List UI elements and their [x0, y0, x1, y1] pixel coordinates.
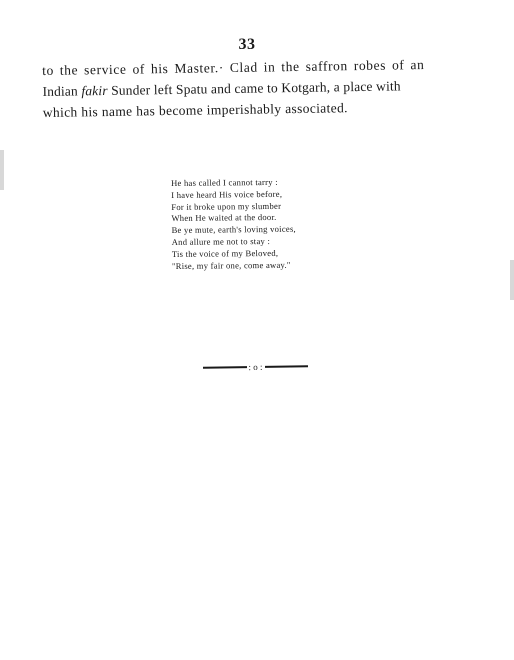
poem-line: And allure me not to stay :: [171, 235, 271, 247]
page-edge-shadow: [510, 260, 514, 300]
page-edge-shadow: [0, 150, 4, 190]
poem-stanza: [171, 177, 296, 273]
divider-rule-left: [203, 366, 247, 368]
poem-line: "Rise, my fair one, come away.": [171, 259, 291, 271]
page-number: 33: [238, 36, 256, 53]
poem-line: When He waited at the door.: [171, 212, 277, 224]
divider-ornament: : o :: [248, 361, 263, 373]
prose-text: Indian: [42, 83, 82, 99]
poem-line: For it broke upon my slumber: [171, 200, 282, 212]
prose-paragraph: [42, 54, 453, 123]
poem-line: Tis the voice of my Beloved,: [171, 247, 279, 259]
prose-line: to the service of his Master.· Clad in the saffron robes of an: [42, 56, 425, 78]
italic-word: fakir: [81, 82, 108, 99]
poem-line: I have heard His voice before,: [171, 188, 283, 200]
prose-line: which his name has become imperishably associated.: [42, 100, 348, 120]
prose-text: Sunder left Spatu and came to Kotgarh, a place with: [107, 78, 401, 98]
poem-line: He has called I cannot tarry :: [171, 176, 278, 188]
divider-rule-right: [265, 366, 309, 368]
section-divider: [203, 360, 308, 373]
poem-line: Be ye mute, earth's loving voices,: [171, 223, 296, 236]
